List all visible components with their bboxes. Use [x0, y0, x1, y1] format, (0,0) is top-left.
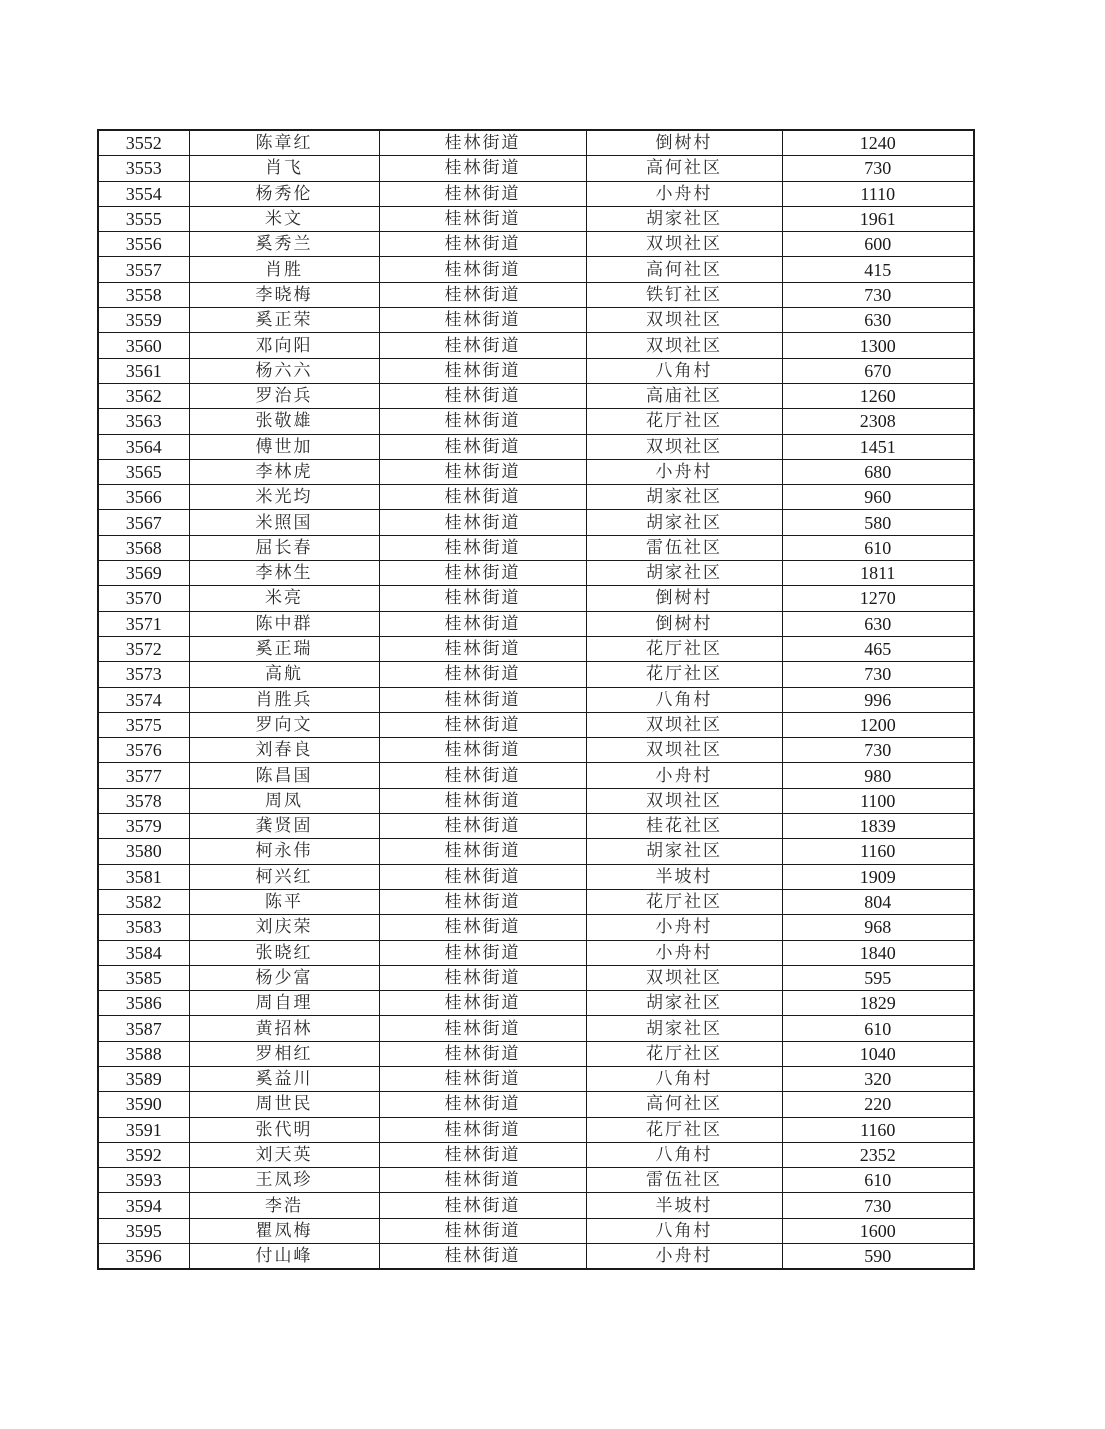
row-number-cell: 3557	[98, 257, 189, 282]
row-number-cell: 3596	[98, 1244, 189, 1270]
community-cell: 花厅社区	[586, 1041, 782, 1066]
row-number-cell: 3554	[98, 181, 189, 206]
community-cell: 小舟村	[586, 915, 782, 940]
table-row	[98, 358, 974, 383]
community-cell: 小舟村	[586, 1244, 782, 1270]
amount-cell: 1240	[782, 130, 974, 156]
table-row	[98, 814, 974, 839]
community-cell: 胡家社区	[586, 991, 782, 1016]
community-cell: 八角村	[586, 1142, 782, 1167]
table-row	[98, 1244, 974, 1270]
amount-cell: 1829	[782, 991, 974, 1016]
community-cell: 高何社区	[586, 257, 782, 282]
table-row	[98, 915, 974, 940]
community-cell: 八角村	[586, 1066, 782, 1091]
street-cell: 桂林街道	[379, 434, 586, 459]
street-cell: 桂林街道	[379, 206, 586, 231]
row-number-cell: 3574	[98, 687, 189, 712]
table-row	[98, 788, 974, 813]
row-number-cell: 3573	[98, 662, 189, 687]
community-cell: 雷伍社区	[586, 1168, 782, 1193]
name-cell: 柯兴红	[189, 864, 379, 889]
street-cell: 桂林街道	[379, 940, 586, 965]
name-cell: 刘天英	[189, 1142, 379, 1167]
street-cell: 桂林街道	[379, 839, 586, 864]
amount-cell: 1100	[782, 788, 974, 813]
amount-cell: 680	[782, 459, 974, 484]
amount-cell: 968	[782, 915, 974, 940]
name-cell: 瞿凤梅	[189, 1218, 379, 1243]
name-cell: 陈昌国	[189, 763, 379, 788]
street-cell: 桂林街道	[379, 1142, 586, 1167]
row-number-cell: 3583	[98, 915, 189, 940]
table-row	[98, 763, 974, 788]
name-cell: 肖胜兵	[189, 687, 379, 712]
row-number-cell: 3590	[98, 1092, 189, 1117]
street-cell: 桂林街道	[379, 409, 586, 434]
name-cell: 柯永伟	[189, 839, 379, 864]
community-cell: 胡家社区	[586, 1016, 782, 1041]
name-cell: 罗相红	[189, 1041, 379, 1066]
row-number-cell: 3559	[98, 308, 189, 333]
row-number-cell: 3562	[98, 383, 189, 408]
community-cell: 双坝社区	[586, 434, 782, 459]
street-cell: 桂林街道	[379, 991, 586, 1016]
row-number-cell: 3558	[98, 282, 189, 307]
community-cell: 小舟村	[586, 763, 782, 788]
street-cell: 桂林街道	[379, 611, 586, 636]
street-cell: 桂林街道	[379, 333, 586, 358]
amount-cell: 465	[782, 636, 974, 661]
table-row	[98, 485, 974, 510]
name-cell: 傅世加	[189, 434, 379, 459]
amount-cell: 1160	[782, 839, 974, 864]
table-row	[98, 156, 974, 181]
community-cell: 花厅社区	[586, 889, 782, 914]
table-row	[98, 232, 974, 257]
row-number-cell: 3594	[98, 1193, 189, 1218]
amount-cell: 1909	[782, 864, 974, 889]
amount-cell: 1160	[782, 1117, 974, 1142]
row-number-cell: 3575	[98, 712, 189, 737]
name-cell: 杨少富	[189, 965, 379, 990]
amount-cell: 730	[782, 1193, 974, 1218]
amount-cell: 1451	[782, 434, 974, 459]
row-number-cell: 3584	[98, 940, 189, 965]
table-row	[98, 611, 974, 636]
amount-cell: 220	[782, 1092, 974, 1117]
street-cell: 桂林街道	[379, 1218, 586, 1243]
table-row	[98, 940, 974, 965]
street-cell: 桂林街道	[379, 1016, 586, 1041]
amount-cell: 960	[782, 485, 974, 510]
table-row	[98, 738, 974, 763]
community-cell: 半坡村	[586, 864, 782, 889]
street-cell: 桂林街道	[379, 1193, 586, 1218]
row-number-cell: 3587	[98, 1016, 189, 1041]
name-cell: 肖飞	[189, 156, 379, 181]
community-cell: 胡家社区	[586, 485, 782, 510]
amount-cell: 1600	[782, 1218, 974, 1243]
table-row	[98, 991, 974, 1016]
community-cell: 桂花社区	[586, 814, 782, 839]
name-cell: 李林生	[189, 561, 379, 586]
amount-cell: 730	[782, 738, 974, 763]
community-cell: 花厅社区	[586, 1117, 782, 1142]
street-cell: 桂林街道	[379, 181, 586, 206]
row-number-cell: 3561	[98, 358, 189, 383]
street-cell: 桂林街道	[379, 864, 586, 889]
name-cell: 周自理	[189, 991, 379, 1016]
community-cell: 双坝社区	[586, 965, 782, 990]
street-cell: 桂林街道	[379, 662, 586, 687]
row-number-cell: 3591	[98, 1117, 189, 1142]
community-cell: 高庙社区	[586, 383, 782, 408]
amount-cell: 2352	[782, 1142, 974, 1167]
community-cell: 花厅社区	[586, 409, 782, 434]
community-cell: 双坝社区	[586, 232, 782, 257]
community-cell: 花厅社区	[586, 636, 782, 661]
name-cell: 奚正瑞	[189, 636, 379, 661]
name-cell: 杨六六	[189, 358, 379, 383]
street-cell: 桂林街道	[379, 965, 586, 990]
street-cell: 桂林街道	[379, 308, 586, 333]
community-cell: 小舟村	[586, 940, 782, 965]
table-row	[98, 1066, 974, 1091]
name-cell: 肖胜	[189, 257, 379, 282]
table-row	[98, 712, 974, 737]
name-cell: 奚正荣	[189, 308, 379, 333]
row-number-cell: 3592	[98, 1142, 189, 1167]
community-cell: 花厅社区	[586, 662, 782, 687]
community-cell: 双坝社区	[586, 308, 782, 333]
street-cell: 桂林街道	[379, 586, 586, 611]
community-cell: 倒树村	[586, 586, 782, 611]
name-cell: 屈长春	[189, 535, 379, 560]
table-row	[98, 1041, 974, 1066]
amount-cell: 730	[782, 662, 974, 687]
community-cell: 倒树村	[586, 611, 782, 636]
name-cell: 奚益川	[189, 1066, 379, 1091]
row-number-cell: 3572	[98, 636, 189, 661]
name-cell: 米亮	[189, 586, 379, 611]
name-cell: 张敬雄	[189, 409, 379, 434]
name-cell: 罗向文	[189, 712, 379, 737]
street-cell: 桂林街道	[379, 1066, 586, 1091]
row-number-cell: 3566	[98, 485, 189, 510]
name-cell: 周凤	[189, 788, 379, 813]
row-number-cell: 3579	[98, 814, 189, 839]
table-row	[98, 434, 974, 459]
table-row	[98, 965, 974, 990]
table-row	[98, 636, 974, 661]
community-cell: 高何社区	[586, 156, 782, 181]
row-number-cell: 3589	[98, 1066, 189, 1091]
community-cell: 铁钉社区	[586, 282, 782, 307]
name-cell: 邓向阳	[189, 333, 379, 358]
street-cell: 桂林街道	[379, 1244, 586, 1270]
street-cell: 桂林街道	[379, 738, 586, 763]
amount-cell: 630	[782, 611, 974, 636]
row-number-cell: 3552	[98, 130, 189, 156]
community-cell: 胡家社区	[586, 510, 782, 535]
table-row	[98, 510, 974, 535]
amount-cell: 1200	[782, 712, 974, 737]
row-number-cell: 3556	[98, 232, 189, 257]
street-cell: 桂林街道	[379, 383, 586, 408]
row-number-cell: 3567	[98, 510, 189, 535]
amount-cell: 600	[782, 232, 974, 257]
row-number-cell: 3565	[98, 459, 189, 484]
row-number-cell: 3586	[98, 991, 189, 1016]
name-cell: 刘庆荣	[189, 915, 379, 940]
table-row	[98, 1168, 974, 1193]
name-cell: 李晓梅	[189, 282, 379, 307]
amount-cell: 1840	[782, 940, 974, 965]
street-cell: 桂林街道	[379, 712, 586, 737]
street-cell: 桂林街道	[379, 1117, 586, 1142]
table-row	[98, 561, 974, 586]
amount-cell: 804	[782, 889, 974, 914]
table-row	[98, 1016, 974, 1041]
row-number-cell: 3570	[98, 586, 189, 611]
amount-cell: 2308	[782, 409, 974, 434]
table-row	[98, 586, 974, 611]
name-cell: 刘春良	[189, 738, 379, 763]
amount-cell: 980	[782, 763, 974, 788]
street-cell: 桂林街道	[379, 687, 586, 712]
amount-cell: 320	[782, 1066, 974, 1091]
name-cell: 高航	[189, 662, 379, 687]
street-cell: 桂林街道	[379, 130, 586, 156]
amount-cell: 730	[782, 282, 974, 307]
street-cell: 桂林街道	[379, 788, 586, 813]
street-cell: 桂林街道	[379, 459, 586, 484]
street-cell: 桂林街道	[379, 1092, 586, 1117]
community-cell: 雷伍社区	[586, 535, 782, 560]
row-number-cell: 3578	[98, 788, 189, 813]
community-cell: 胡家社区	[586, 206, 782, 231]
amount-cell: 1040	[782, 1041, 974, 1066]
amount-cell: 610	[782, 1168, 974, 1193]
name-cell: 米照国	[189, 510, 379, 535]
amount-cell: 996	[782, 687, 974, 712]
street-cell: 桂林街道	[379, 1168, 586, 1193]
street-cell: 桂林街道	[379, 814, 586, 839]
community-cell: 八角村	[586, 687, 782, 712]
amount-cell: 670	[782, 358, 974, 383]
amount-cell: 1110	[782, 181, 974, 206]
table-row	[98, 1193, 974, 1218]
row-number-cell: 3568	[98, 535, 189, 560]
table-row	[98, 181, 974, 206]
table-row	[98, 333, 974, 358]
name-cell: 米光均	[189, 485, 379, 510]
community-cell: 胡家社区	[586, 839, 782, 864]
records-table	[97, 129, 975, 1270]
name-cell: 张晓红	[189, 940, 379, 965]
amount-cell: 415	[782, 257, 974, 282]
community-cell: 双坝社区	[586, 738, 782, 763]
street-cell: 桂林街道	[379, 636, 586, 661]
name-cell: 奚秀兰	[189, 232, 379, 257]
row-number-cell: 3585	[98, 965, 189, 990]
amount-cell: 1300	[782, 333, 974, 358]
row-number-cell: 3563	[98, 409, 189, 434]
table-row	[98, 1218, 974, 1243]
row-number-cell: 3571	[98, 611, 189, 636]
amount-cell: 1260	[782, 383, 974, 408]
street-cell: 桂林街道	[379, 257, 586, 282]
community-cell: 双坝社区	[586, 788, 782, 813]
row-number-cell: 3577	[98, 763, 189, 788]
row-number-cell: 3555	[98, 206, 189, 231]
row-number-cell: 3560	[98, 333, 189, 358]
table-row	[98, 206, 974, 231]
name-cell: 王凤珍	[189, 1168, 379, 1193]
records-table-body	[98, 130, 974, 1269]
street-cell: 桂林街道	[379, 889, 586, 914]
row-number-cell: 3580	[98, 839, 189, 864]
amount-cell: 1811	[782, 561, 974, 586]
name-cell: 付山峰	[189, 1244, 379, 1270]
community-cell: 胡家社区	[586, 561, 782, 586]
community-cell: 双坝社区	[586, 712, 782, 737]
community-cell: 半坡村	[586, 1193, 782, 1218]
table-row	[98, 889, 974, 914]
name-cell: 黄招林	[189, 1016, 379, 1041]
street-cell: 桂林街道	[379, 485, 586, 510]
street-cell: 桂林街道	[379, 358, 586, 383]
table-row	[98, 535, 974, 560]
name-cell: 周世民	[189, 1092, 379, 1117]
row-number-cell: 3588	[98, 1041, 189, 1066]
amount-cell: 1839	[782, 814, 974, 839]
row-number-cell: 3569	[98, 561, 189, 586]
street-cell: 桂林街道	[379, 915, 586, 940]
name-cell: 李浩	[189, 1193, 379, 1218]
community-cell: 小舟村	[586, 181, 782, 206]
row-number-cell: 3564	[98, 434, 189, 459]
table-row	[98, 1092, 974, 1117]
street-cell: 桂林街道	[379, 535, 586, 560]
table-row	[98, 459, 974, 484]
name-cell: 陈章红	[189, 130, 379, 156]
community-cell: 高何社区	[586, 1092, 782, 1117]
table-row	[98, 1117, 974, 1142]
amount-cell: 595	[782, 965, 974, 990]
row-number-cell: 3582	[98, 889, 189, 914]
street-cell: 桂林街道	[379, 282, 586, 307]
table-row	[98, 282, 974, 307]
name-cell: 陈平	[189, 889, 379, 914]
name-cell: 米文	[189, 206, 379, 231]
row-number-cell: 3581	[98, 864, 189, 889]
street-cell: 桂林街道	[379, 232, 586, 257]
community-cell: 小舟村	[586, 459, 782, 484]
amount-cell: 580	[782, 510, 974, 535]
amount-cell: 1961	[782, 206, 974, 231]
row-number-cell: 3593	[98, 1168, 189, 1193]
row-number-cell: 3595	[98, 1218, 189, 1243]
amount-cell: 590	[782, 1244, 974, 1270]
amount-cell: 610	[782, 1016, 974, 1041]
table-row	[98, 409, 974, 434]
table-row	[98, 1142, 974, 1167]
table-row	[98, 839, 974, 864]
table-row	[98, 864, 974, 889]
street-cell: 桂林街道	[379, 561, 586, 586]
row-number-cell: 3576	[98, 738, 189, 763]
name-cell: 龚贤固	[189, 814, 379, 839]
table-row	[98, 257, 974, 282]
row-number-cell: 3553	[98, 156, 189, 181]
amount-cell: 630	[782, 308, 974, 333]
name-cell: 陈中群	[189, 611, 379, 636]
street-cell: 桂林街道	[379, 763, 586, 788]
table-row	[98, 687, 974, 712]
table-row	[98, 130, 974, 156]
name-cell: 李林虎	[189, 459, 379, 484]
community-cell: 八角村	[586, 1218, 782, 1243]
street-cell: 桂林街道	[379, 510, 586, 535]
name-cell: 罗治兵	[189, 383, 379, 408]
amount-cell: 610	[782, 535, 974, 560]
table-row	[98, 383, 974, 408]
table-row	[98, 662, 974, 687]
community-cell: 八角村	[586, 358, 782, 383]
name-cell: 杨秀伦	[189, 181, 379, 206]
name-cell: 张代明	[189, 1117, 379, 1142]
street-cell: 桂林街道	[379, 1041, 586, 1066]
table-row	[98, 308, 974, 333]
community-cell: 倒树村	[586, 130, 782, 156]
street-cell: 桂林街道	[379, 156, 586, 181]
amount-cell: 1270	[782, 586, 974, 611]
amount-cell: 730	[782, 156, 974, 181]
community-cell: 双坝社区	[586, 333, 782, 358]
